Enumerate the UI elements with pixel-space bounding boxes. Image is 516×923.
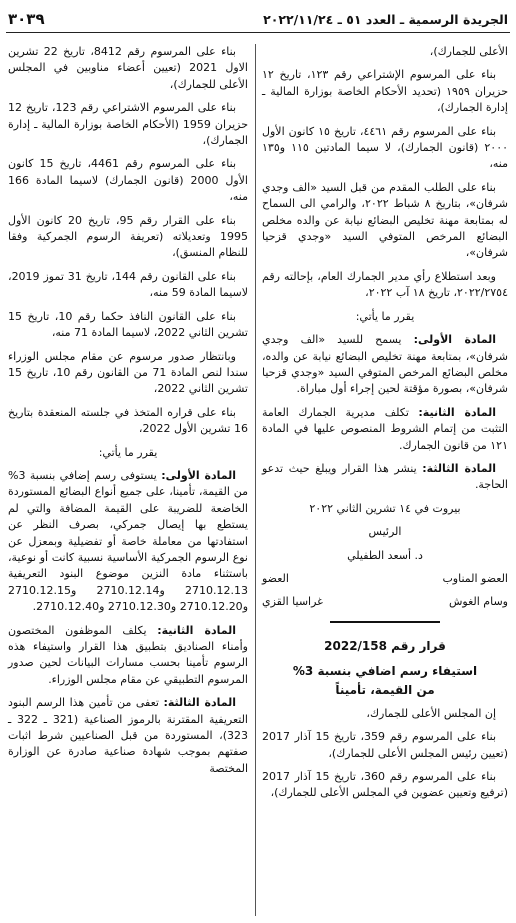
right-column	[262, 44, 508, 809]
paragraph: بناء على القانون رقم 144، تاريخ 31 تموز 2019، لاسيما المادة 59 منه،	[8, 269, 248, 300]
paragraph: وبانتظار صدور مرسوم عن مقام مجلس الوزراء سندا لنص المادة 71 من القانون رقم 10، تاريخ 15 تشرين الثاني 2022،	[8, 349, 248, 396]
council-intro: إن المجلس الأعلى للجمارك،	[366, 706, 496, 720]
article-3	[8, 695, 248, 777]
article-3-text: ينشر هذا القرار ويبلغ حيث تدعو الحاجة.	[262, 461, 508, 492]
paragraph: بناء على قراره المتخذ في جلسته المنعقدة بتاريخ 16 تشرين الأول 2022،	[8, 405, 248, 436]
paragraph: بناء على المرسوم الاشتراعي رقم 123، تاريخ 12 حزيران 1959 (الأحكام الخاصة بوزارة المالية ـ إدارة الجمارك)،	[8, 101, 248, 148]
article-3-label: المادة الثالثة:	[422, 461, 496, 475]
article-3-text: تعفى من تأمين هذا الرسم البنود التعريفية المقترنة بالرموز الصناعية (321 ـ 322 ـ 323)، المستوردة من قبل الصناعيين شرط اثبات صفتهم بموجب شهادة صناعية صادرة عن الوزارة المختصة	[8, 696, 248, 775]
sign-place-date: بيروت في ١٤ تشرين الثاني ٢٠٢٢	[309, 501, 461, 515]
paragraph: بناء على القرار رقم 95، تاريخ 20 كانون الأول 1995 وتعديلاته (تعريفة الرسوم الجمركية وفقا للنظام المنسق)،	[8, 213, 248, 260]
paragraph: بناء على المرسوم رقم 8412، تاريخ 22 تشرين الاول 2021 (تعيين أعضاء مناوبين في المجلس الأعلى للجمارك)،	[8, 45, 248, 91]
article-2-label: المادة الثانية:	[157, 623, 236, 637]
column-divider	[255, 44, 256, 916]
page-number: ٣٠٣٩	[8, 10, 45, 28]
gazette-title: الجريدة الرسمية ـ العدد ٥١ ـ ٢٠٢٢/١١/٢٤	[263, 11, 508, 27]
article-1-label: المادة الأولى:	[413, 333, 496, 347]
article-1	[8, 468, 248, 616]
section-divider	[330, 621, 440, 623]
article-2-text: يكلف الموظفون المختصون وأمناء الصناديق بتطبيق هذا القرار واستيفاء هذه الرسوم تأمينا بحسب مسارات البيانات لحين صدور المرسوم التطبيقي عن مقام مجلس الوزراء.	[8, 623, 248, 686]
article-1	[262, 332, 508, 398]
paragraph: بناء على المرسوم رقم ٤٤٦١، تاريخ ١٥ كانون الأول ٢٠٠٠ (قانون الجمارك)، لا سيما المادتين ١١٥ و١٣٥ منه،	[262, 124, 509, 171]
president-name: د. أسعد الطفيلي	[347, 548, 423, 562]
article-3	[262, 461, 508, 494]
paragraph: بناء على الطلب المقدم من قبل السيد «الف وجدي شرفان»، بتاريخ ٨ شباط ٢٠٢٢، والرامي الى السماح له بمتابعة مهنة تخليص البضائع نيابة عن والده مخلص البضائع المرخص المتوفي السيد «وجدي قزحيا شرفان»،	[262, 180, 508, 260]
decision-number: قرار رقم 2022/158	[324, 638, 446, 653]
member-deputy-name: وسام الغوش	[448, 595, 508, 609]
decision-title-line-2: من القيمة، تأميناً	[335, 682, 435, 697]
article-1-text: يستوفى رسم إضافي بنسبة 3% من القيمة، تأمينا، على جميع أنواع البضائع المستوردة الخاضعة للضريبة على القيمة المضافة والتي لم يستطع بها إيصال جمركي، بصرف النظر عن استفادتها من معاملة خاصة أو تفضيلية وبمعزل عن نوع الرسوم الجمركية الأساسية نسبية كانت أو نوعية، باستثناء مادة النزين موضوع البنود التعريفية 2710.12.13 و2710.12.14 و2710.12.15 و2710.12.20 و2710.12.30 و2710.12.40.	[8, 468, 249, 614]
article-2	[262, 405, 508, 454]
member-title: العضو	[262, 571, 289, 585]
members-titles	[262, 571, 508, 587]
article-2-text: تكلف مديرية الجمارك العامة التثبت من إتمام الشروط المنصوص عليها في المادة ١٢١ من قانون الجمارك.	[262, 405, 508, 452]
paragraph: الأعلى للجمارك)،	[429, 45, 508, 58]
paragraph: بناء على المرسوم رقم 359، تاريخ 15 آذار 2017 (تعيين رئيس المجلس الأعلى للجمارك)،	[262, 730, 508, 760]
paragraph: بناء على المرسوم رقم 360، تاريخ 15 آذار 2017 (ترفيع وتعيين عضوين في المجلس الأعلى للجمارك)،	[262, 770, 508, 800]
paragraph: بناء على القانون النافذ حكما رقم 10، تاريخ 15 تشرين الثاني 2022، لاسيما المادة 71 منه،	[8, 309, 248, 340]
article-2	[8, 623, 248, 689]
member-name: غراسيا القزي	[262, 595, 323, 609]
members-names	[262, 594, 508, 610]
article-2-label: المادة الثانية:	[418, 405, 496, 419]
decides-heading: يقرر ما يأتي:	[98, 445, 158, 459]
decision-title-line-1: استيفاء رسم اضافي بنسبة 3%	[292, 663, 478, 678]
article-1-text: يسمح للسيد «الف وجدي شرفان»، بمتابعة مهنة تخليص البضائع نيابة عن والده، مخلص البضائع المرخص المتوفي السيد «وجدي قزحيا شرفان»، بصورة مؤقتة لحين إجراء أول مباراة.	[262, 333, 508, 396]
president-title: الرئيس	[368, 525, 402, 539]
article-1-label: المادة الأولى:	[161, 468, 236, 482]
page-header	[6, 6, 510, 33]
left-column	[8, 44, 248, 784]
paragraph: بناء على المرسوم الإشتراعي رقم ١٢٣، تاريخ ١٢ حزيران ١٩٥٩ (تحديد الأحكام الخاصة بوزارة المالية ـ إدارة الجمارك)،	[262, 68, 508, 115]
article-3-label: المادة الثالثة:	[163, 696, 236, 710]
paragraph: بناء على المرسوم رقم 4461، تاريخ 15 كانون الأول 2000 (قانون الجمارك) لاسيما المادة 166 منه،	[8, 157, 248, 204]
decides-heading: يقرر ما يأتي:	[355, 309, 415, 323]
paragraph: وبعد استطلاع رأي مدير الجمارك العام، بإحالته رقم ٢٠٢٢/٢٧٥٤، تاريخ ١٨ آب ٢٠٢٢،	[262, 269, 508, 300]
member-deputy-title: العضو المناوب	[442, 571, 508, 585]
